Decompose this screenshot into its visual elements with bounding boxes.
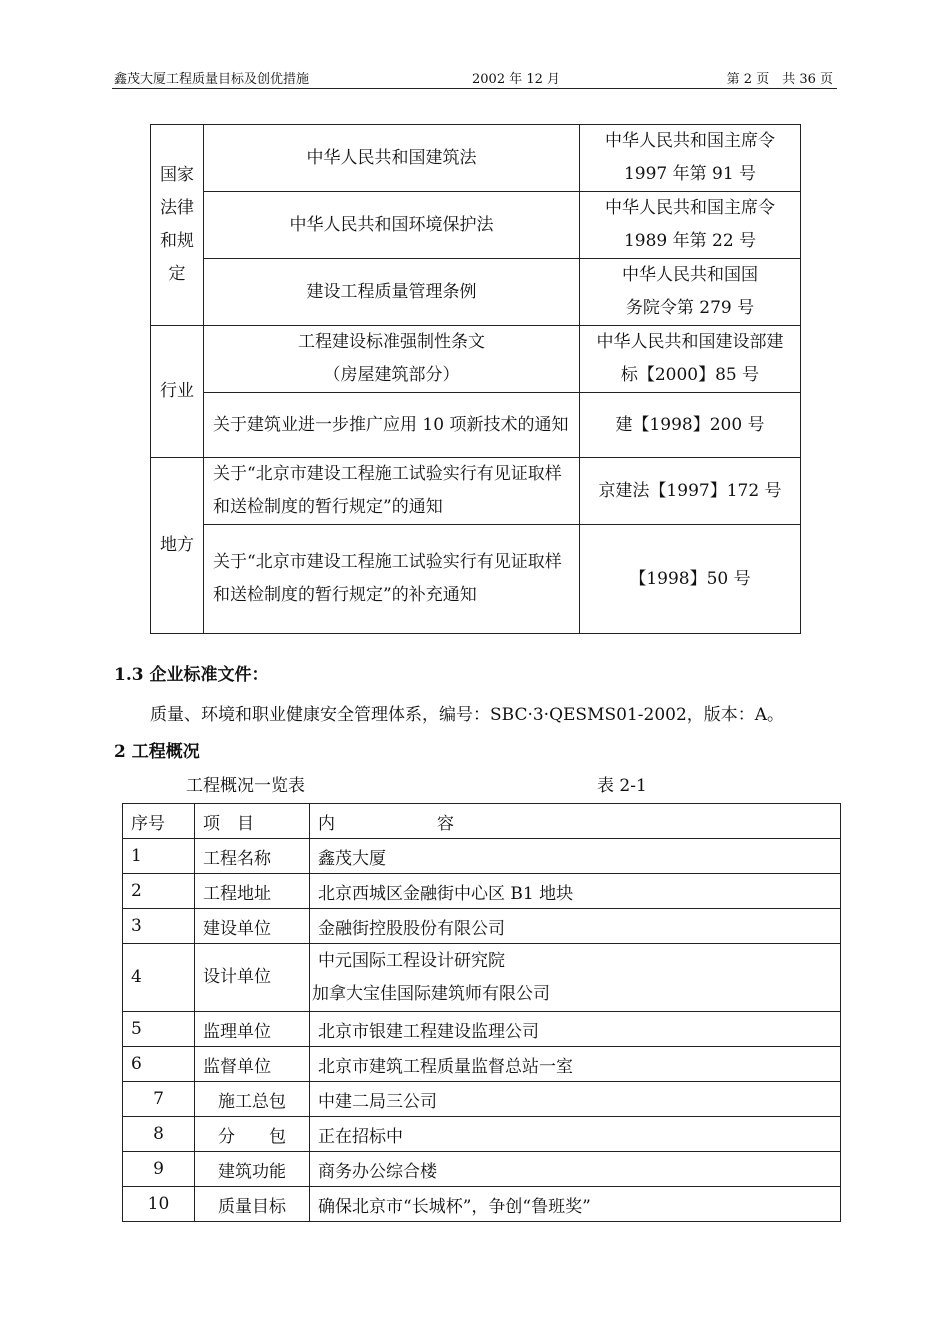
row-no: 8 xyxy=(123,1117,195,1152)
row-no: 5 xyxy=(123,1012,195,1047)
row-content-line-2: 加拿大宝佳国际建筑师有限公司 xyxy=(312,983,550,1004)
row-item: 建筑功能 xyxy=(195,1152,310,1187)
table-row xyxy=(123,839,841,874)
row-item: 监理单位 xyxy=(195,1012,310,1047)
row-item: 施工总包 xyxy=(195,1082,310,1117)
row-item: 设计单位 xyxy=(195,944,310,1012)
row-content: 北京市银建工程建设监理公司 xyxy=(310,1012,841,1047)
row-no: 2 xyxy=(123,874,195,909)
regulation-name: 中华人民共和国环境保护法 xyxy=(204,192,580,259)
header-no: 序号 xyxy=(123,804,195,839)
header-item: 项 目 xyxy=(195,804,310,839)
regulation-doc: 京建法【1997】172 号 xyxy=(580,458,801,525)
table-row xyxy=(151,393,801,458)
row-no: 3 xyxy=(123,909,195,944)
section-2-heading: 2 工程概况 xyxy=(114,742,200,762)
regulation-doc: 中华人民共和国主席令1989 年第 22 号 xyxy=(580,192,801,259)
table-row xyxy=(123,874,841,909)
regulation-name: 关于“北京市建设工程施工试验实行有见证取样和送检制度的暂行规定”的补充通知 xyxy=(204,525,580,634)
overview-table xyxy=(122,803,841,1222)
section-1-3-text: 质量、环境和职业健康安全管理体系，编号：SBC·3·QESMS01-2002，版本：A。 xyxy=(150,705,785,725)
table-header-row xyxy=(123,804,841,839)
header-page-number: 第 2 页 共 36 页 xyxy=(726,72,833,87)
table-row xyxy=(151,326,801,393)
regulation-name: 工程建设标准强制性条文（房屋建筑部分） xyxy=(204,326,580,393)
regulation-name: 关于“北京市建设工程施工试验实行有见证取样和送检制度的暂行规定”的通知 xyxy=(204,458,580,525)
row-item: 监督单位 xyxy=(195,1047,310,1082)
row-no: 4 xyxy=(123,944,195,1012)
row-no: 10 xyxy=(123,1187,195,1222)
page-header xyxy=(112,66,837,89)
regulations-table xyxy=(150,124,801,634)
row-no: 7 xyxy=(123,1082,195,1117)
regulation-doc: 中华人民共和国主席令1997 年第 91 号 xyxy=(580,125,801,192)
regulation-doc: 中华人民共和国建设部建标【2000】85 号 xyxy=(580,326,801,393)
row-item: 工程地址 xyxy=(195,874,310,909)
table-row xyxy=(123,909,841,944)
header-content: 内 容 xyxy=(310,804,841,839)
section-1-3-heading: 1.3 企业标准文件： xyxy=(114,665,269,685)
row-item: 分 包 xyxy=(195,1117,310,1152)
table-row xyxy=(151,192,801,259)
row-content-line-1: 中元国际工程设计研究院 xyxy=(318,950,505,971)
table-row xyxy=(151,525,801,634)
table-row xyxy=(123,1047,841,1082)
row-content: 金融街控股股份有限公司 xyxy=(310,909,841,944)
row-item: 质量目标 xyxy=(195,1187,310,1222)
table-row xyxy=(123,1187,841,1222)
table-row xyxy=(151,125,801,192)
table-row xyxy=(151,458,801,525)
table-row xyxy=(123,944,841,1012)
table-row xyxy=(123,1082,841,1117)
regulation-name: 建设工程质量管理条例 xyxy=(204,259,580,326)
row-content: 北京市建筑工程质量监督总站一室 xyxy=(310,1047,841,1082)
row-content xyxy=(310,944,841,1012)
row-content: 中建二局三公司 xyxy=(310,1082,841,1117)
row-content: 确保北京市“长城杯”，争创“鲁班奖” xyxy=(310,1187,841,1222)
regulation-doc: 【1998】50 号 xyxy=(580,525,801,634)
category-industry: 行业 xyxy=(151,326,204,458)
table-number: 表 2-1 xyxy=(597,776,647,796)
table-row xyxy=(151,259,801,326)
table-row xyxy=(123,1012,841,1047)
row-no: 9 xyxy=(123,1152,195,1187)
table-caption: 工程概况一览表 xyxy=(186,776,305,796)
regulation-doc: 中华人民共和国国务院令第 279 号 xyxy=(580,259,801,326)
regulation-name: 关于建筑业进一步推广应用 10 项新技术的通知 xyxy=(204,393,580,458)
row-item: 建设单位 xyxy=(195,909,310,944)
table-row xyxy=(123,1117,841,1152)
row-content: 商务办公综合楼 xyxy=(310,1152,841,1187)
row-item: 工程名称 xyxy=(195,839,310,874)
category-national: 国家法律和规定 xyxy=(151,125,204,326)
regulation-name: 中华人民共和国建筑法 xyxy=(204,125,580,192)
row-content: 鑫茂大厦 xyxy=(310,839,841,874)
row-content: 北京西城区金融街中心区 B1 地块 xyxy=(310,874,841,909)
row-content: 正在招标中 xyxy=(310,1117,841,1152)
table-row xyxy=(123,1152,841,1187)
regulation-doc: 建【1998】200 号 xyxy=(580,393,801,458)
row-no: 1 xyxy=(123,839,195,874)
header-title: 鑫茂大厦工程质量目标及创优措施 xyxy=(114,72,310,87)
category-local: 地方 xyxy=(151,458,204,634)
header-date: 2002 年 12 月 xyxy=(472,72,561,87)
row-no: 6 xyxy=(123,1047,195,1082)
